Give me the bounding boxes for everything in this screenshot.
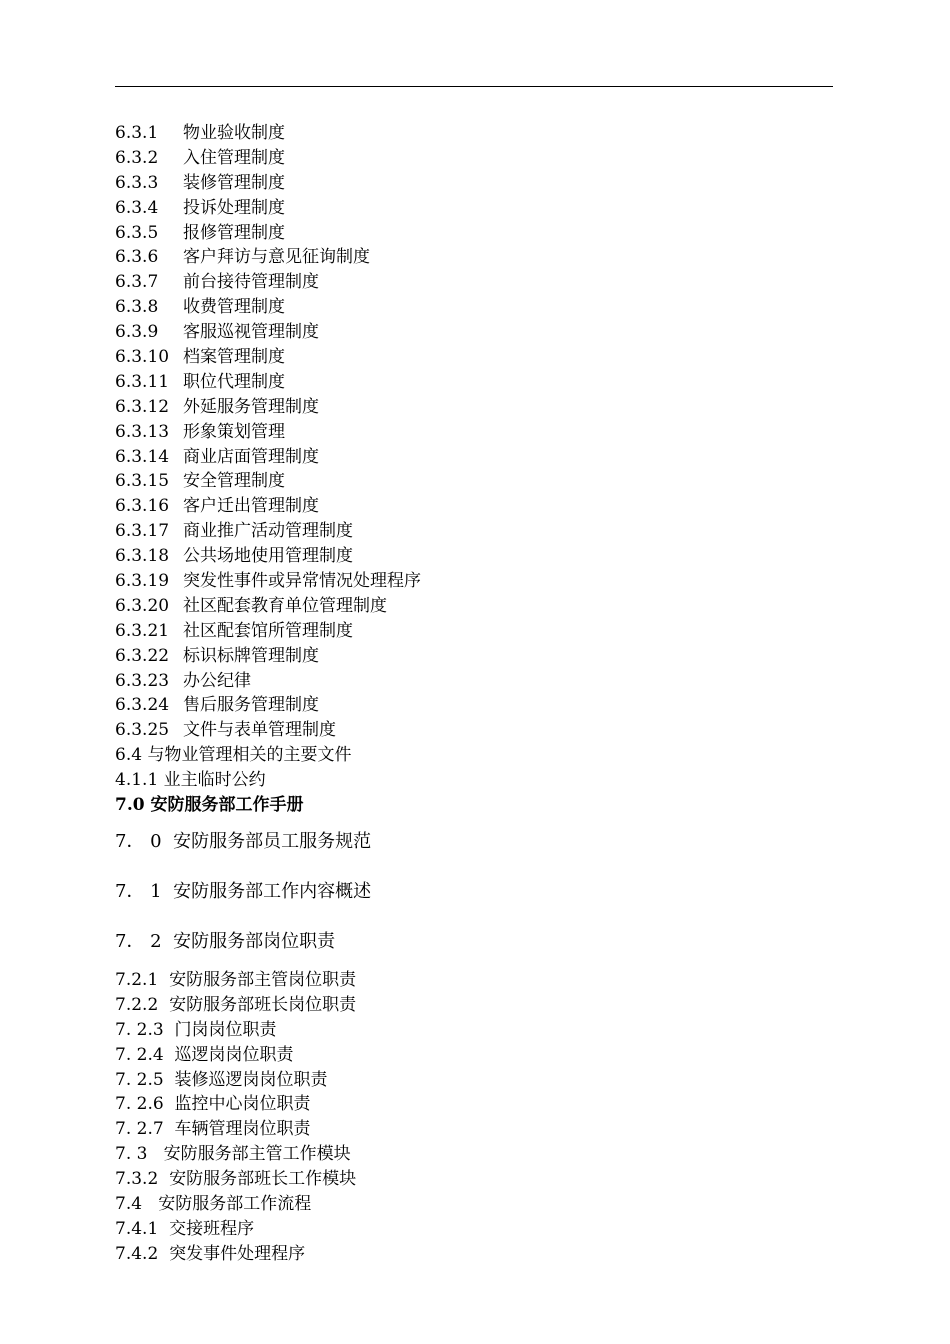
toc-item-title: 物业验收制度 xyxy=(183,123,285,143)
toc-item-title: 安全管理制度 xyxy=(183,471,285,492)
toc-item-title: 公共场地使用管理制度 xyxy=(183,546,353,567)
toc-item-title: 档案管理制度 xyxy=(183,347,285,368)
toc-item xyxy=(115,569,833,594)
toc-item-number: 6.3.15 xyxy=(115,471,170,492)
toc-item-title: 外延服务管理制度 xyxy=(183,396,319,417)
toc-item: 7.2.2 安防服务部班长岗位职责 xyxy=(115,994,357,1015)
toc-item xyxy=(115,345,833,370)
toc-item-title: 客户迁出管理制度 xyxy=(183,496,319,517)
toc-item-number: 6.3.13 xyxy=(115,421,170,442)
toc-item: 7. 3 安防服务部主管工作模块 xyxy=(115,1144,351,1165)
toc-item-title: 前台接待管理制度 xyxy=(183,272,319,293)
toc-item-title: 客户拜访与意见征询制度 xyxy=(183,247,370,268)
toc-item-number: 6.3.10 xyxy=(115,347,170,368)
toc-item-number: 6.3.24 xyxy=(115,695,170,716)
toc-item-title: 社区配套馆所管理制度 xyxy=(183,620,353,641)
toc-item-number: 6.3.22 xyxy=(115,645,170,666)
toc-item: 7. 2.4 巡逻岗岗位职责 xyxy=(115,1044,294,1065)
toc-item xyxy=(115,245,833,270)
toc-item: 7. 2.6 监控中心岗位职责 xyxy=(115,1094,311,1115)
toc-item-number: 6.3.2 xyxy=(115,147,159,168)
toc-item: 6.4 与物业管理相关的主要文件 xyxy=(115,745,352,766)
toc-item-title: 投诉处理制度 xyxy=(183,197,285,218)
toc-item xyxy=(115,469,833,494)
section-title: 7． 2 安防服务部岗位职责 xyxy=(115,930,336,952)
toc-item: 4.1.1 业主临时公约 xyxy=(115,770,266,791)
toc-item-number: 6.3.17 xyxy=(115,521,170,542)
toc-item-number: 6.3.14 xyxy=(115,446,170,467)
toc-item: 7.4.1 交接班程序 xyxy=(115,1218,255,1239)
toc-item-number: 6.3.1 xyxy=(115,123,159,143)
section-title: 7． 1 安防服务部工作内容概述 xyxy=(115,880,372,902)
toc-item-number: 6.3.18 xyxy=(115,546,170,567)
toc-item: 7. 2.7 车辆管理岗位职责 xyxy=(115,1119,311,1140)
toc-item xyxy=(115,644,833,669)
toc-item-number: 6.3.6 xyxy=(115,247,159,268)
toc-item xyxy=(115,270,833,295)
toc-item-number: 6.3.7 xyxy=(115,272,159,293)
toc-item-number: 6.3.8 xyxy=(115,297,159,318)
toc-item-title: 报修管理制度 xyxy=(183,222,285,243)
toc-item-title: 商业推广活动管理制度 xyxy=(183,521,353,542)
toc-item xyxy=(115,221,833,246)
section-title: 7． 0 安防服务部员工服务规范 xyxy=(115,830,372,852)
toc-item xyxy=(115,196,833,221)
toc-item-title: 商业店面管理制度 xyxy=(183,446,319,467)
toc-item-number: 6.3.19 xyxy=(115,571,170,592)
toc-item-title: 办公纪律 xyxy=(183,670,251,691)
toc-item xyxy=(115,395,833,420)
header-rule xyxy=(115,86,833,87)
toc-item xyxy=(115,295,833,320)
toc-item-title: 收费管理制度 xyxy=(183,297,285,318)
toc-item-number: 6.3.25 xyxy=(115,720,170,741)
toc-item-number: 6.3.23 xyxy=(115,670,170,691)
toc-item xyxy=(115,619,833,644)
toc-item-number: 6.3.20 xyxy=(115,595,170,616)
toc-item-number: 6.3.9 xyxy=(115,322,159,343)
toc-item xyxy=(115,718,833,743)
toc-item-number: 6.3.12 xyxy=(115,396,170,417)
toc-item: 7.2.1 安防服务部主管岗位职责 xyxy=(115,969,357,990)
toc-item xyxy=(115,370,833,395)
toc-item xyxy=(115,544,833,569)
toc-item-title: 突发性事件或异常情况处理程序 xyxy=(183,571,421,592)
toc-item xyxy=(115,494,833,519)
toc-item-title: 文件与表单管理制度 xyxy=(183,720,336,741)
toc-item-number: 6.3.16 xyxy=(115,496,170,517)
toc-item xyxy=(115,445,833,470)
toc-item-title: 形象策划管理 xyxy=(183,421,285,442)
toc-item: 7.4.2 突发事件处理程序 xyxy=(115,1243,306,1264)
toc-item xyxy=(115,519,833,544)
toc-item: 7.3.2 安防服务部班长工作模块 xyxy=(115,1169,357,1190)
toc-item xyxy=(115,171,833,196)
toc-item-title: 职位代理制度 xyxy=(183,371,285,392)
toc-item-number: 6.3.3 xyxy=(115,172,159,193)
toc-item-title: 售后服务管理制度 xyxy=(183,695,319,716)
toc-item xyxy=(115,320,833,345)
toc-item-title: 入住管理制度 xyxy=(183,147,285,168)
toc-item xyxy=(115,693,833,718)
table-of-contents xyxy=(115,121,833,1267)
toc-item: 7. 2.5 装修巡逻岗岗位职责 xyxy=(115,1069,328,1090)
toc-item xyxy=(115,420,833,445)
toc-item-title: 装修管理制度 xyxy=(183,172,285,193)
toc-item-title: 社区配套教育单位管理制度 xyxy=(183,595,387,616)
toc-item xyxy=(115,594,833,619)
toc-item xyxy=(115,121,833,146)
toc-item-number: 6.3.21 xyxy=(115,620,170,641)
toc-item-title: 标识标牌管理制度 xyxy=(183,645,319,666)
toc-item-title: 客服巡视管理制度 xyxy=(183,322,319,343)
toc-item-number: 6.3.11 xyxy=(115,371,170,392)
toc-item-number: 6.3.4 xyxy=(115,197,159,218)
section-heading: 7.0 安防服务部工作手册 xyxy=(115,795,304,816)
toc-item: 7.4 安防服务部工作流程 xyxy=(115,1193,312,1214)
toc-item-number: 6.3.5 xyxy=(115,222,159,243)
toc-item: 7. 2.3 门岗岗位职责 xyxy=(115,1019,277,1040)
toc-item xyxy=(115,669,833,694)
toc-item xyxy=(115,146,833,171)
